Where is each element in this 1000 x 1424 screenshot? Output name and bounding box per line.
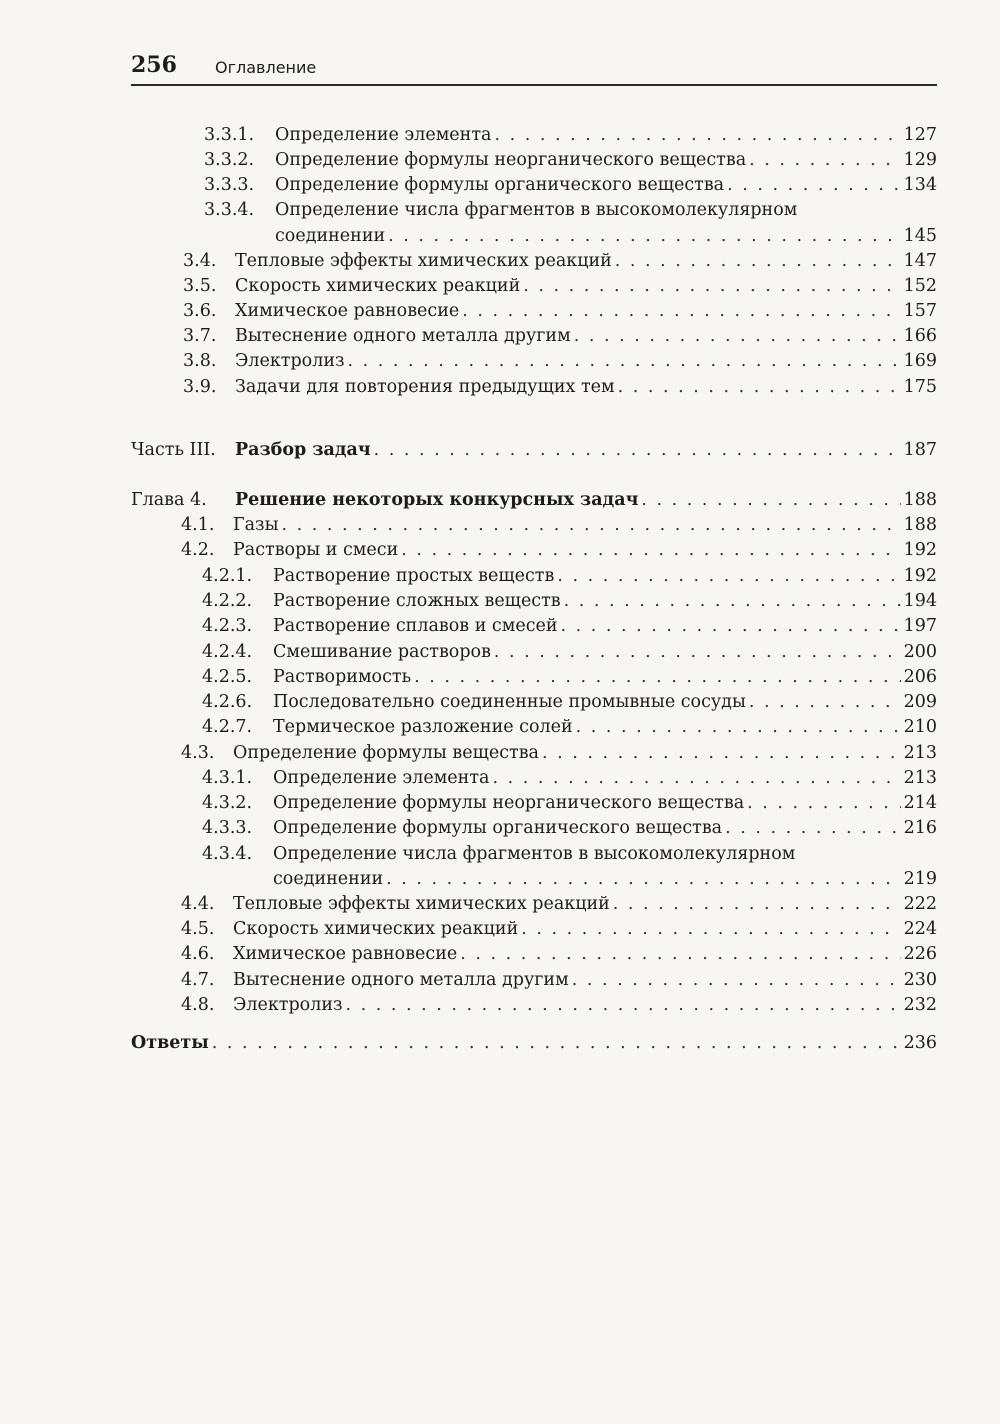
entry-number: 4.2.4. <box>202 642 253 662</box>
entry-title: Определение числа фрагментов в высокомолекулярном <box>275 200 798 220</box>
entry-number: 4.3.1. <box>202 768 253 788</box>
dot-leader <box>542 741 901 766</box>
toc-entry[interactable] <box>183 249 937 274</box>
entry-page: 197 <box>903 616 937 636</box>
dot-leader <box>725 816 900 841</box>
dot-leader <box>348 349 901 374</box>
page-number: 256 <box>131 52 177 78</box>
entry-title: Растворение простых веществ <box>273 566 555 586</box>
entry-page: 206 <box>903 667 937 687</box>
entry-title: Определение формулы неорганического вещества <box>275 150 747 170</box>
toc-entry[interactable] <box>202 640 937 665</box>
entry-title: Определение формулы неорганического вещества <box>273 793 745 813</box>
entry-number: 3.4. <box>183 251 217 271</box>
entry-page: 232 <box>903 995 937 1015</box>
toc-entry[interactable] <box>202 816 937 841</box>
dot-leader <box>388 224 900 249</box>
dot-leader <box>561 614 901 639</box>
entry-number: 4.2.6. <box>202 692 253 712</box>
entry-page: 226 <box>903 944 937 964</box>
dot-leader <box>576 715 901 740</box>
toc-entry[interactable] <box>202 715 937 740</box>
entry-title: Электролиз <box>235 351 345 371</box>
toc-part-entry[interactable] <box>131 438 937 463</box>
entry-page: 192 <box>903 566 937 586</box>
toc-entry[interactable] <box>181 538 937 563</box>
dot-leader <box>613 892 901 917</box>
entry-number: 4.2.2. <box>202 591 253 611</box>
entry-page: 169 <box>903 351 937 371</box>
entry-page: 175 <box>903 377 937 397</box>
dot-leader <box>494 640 901 665</box>
dot-leader <box>386 867 900 892</box>
dot-leader <box>521 917 900 942</box>
entry-page: 188 <box>903 515 937 535</box>
entry-title: Определение числа фрагментов в высокомолекулярном <box>273 844 796 864</box>
entry-number: 3.9. <box>183 377 217 397</box>
entry-title: Растворы и смеси <box>233 540 399 560</box>
entry-page: 152 <box>903 276 937 296</box>
entry-page: 210 <box>903 717 937 737</box>
entry-page: 166 <box>903 326 937 346</box>
dot-leader <box>747 791 900 816</box>
toc-entry-line2[interactable] <box>275 224 937 249</box>
entry-number: 4.4. <box>181 894 215 914</box>
entry-page: 209 <box>903 692 937 712</box>
toc-entry[interactable] <box>204 123 937 148</box>
answers-title: Ответы <box>131 1033 209 1053</box>
entry-number: 3.8. <box>183 351 217 371</box>
toc-answers-entry[interactable] <box>131 1031 937 1056</box>
entry-page: 134 <box>903 175 937 195</box>
toc-entry-line2[interactable] <box>273 867 937 892</box>
entry-page: 222 <box>903 894 937 914</box>
chapter-title: Решение некоторых конкурсных задач <box>235 490 639 510</box>
entry-number: 4.7. <box>181 970 215 990</box>
chapter-number: Глава 4. <box>131 490 207 510</box>
entry-number: 4.3.2. <box>202 793 253 813</box>
entry-page: 187 <box>903 440 937 460</box>
entry-page: 129 <box>903 150 937 170</box>
part-title: Разбор задач <box>235 440 371 460</box>
toc-entry[interactable] <box>181 993 937 1018</box>
part-number: Часть III. <box>131 440 216 460</box>
entry-page: 214 <box>903 793 937 813</box>
entry-title: Задачи для повторения предыдущих тем <box>235 377 615 397</box>
entry-title: Термическое разложение солей <box>273 717 573 737</box>
entry-page: 157 <box>903 301 937 321</box>
toc-entry-line1[interactable] <box>202 842 937 867</box>
entry-title: Тепловые эффекты химических реакций <box>233 894 610 914</box>
entry-page: 145 <box>903 226 937 246</box>
toc-entry[interactable] <box>204 173 937 198</box>
entry-title: Определение формулы вещества <box>233 743 539 763</box>
entry-page: 219 <box>903 869 937 889</box>
entry-number: 4.2. <box>181 540 215 560</box>
dot-leader <box>618 375 901 400</box>
entry-title: Смешивание растворов <box>273 642 491 662</box>
toc-entry[interactable] <box>202 766 937 791</box>
entry-title: Газы <box>233 515 279 535</box>
dot-leader <box>212 1031 901 1056</box>
toc-chapter-entry[interactable] <box>131 488 937 513</box>
entry-title: Растворение сложных веществ <box>273 591 561 611</box>
dot-leader <box>574 324 901 349</box>
entry-number: 3.3.2. <box>204 150 255 170</box>
entry-title: Электролиз <box>233 995 343 1015</box>
toc-entry[interactable] <box>183 349 937 374</box>
dot-leader <box>374 438 901 463</box>
entry-number: 4.8. <box>181 995 215 1015</box>
dot-leader <box>462 299 900 324</box>
entry-number: 3.3.4. <box>204 200 255 220</box>
toc-entry[interactable] <box>181 968 937 993</box>
entry-title: Определение элемента <box>273 768 490 788</box>
toc-entry[interactable] <box>181 942 937 967</box>
dot-leader <box>282 513 901 538</box>
entry-title: Вытеснение одного металла другим <box>233 970 569 990</box>
entry-page: 216 <box>903 818 937 838</box>
running-title: Оглавление <box>215 58 317 77</box>
entry-title: Определение формулы органического вещества <box>275 175 725 195</box>
toc-entry[interactable] <box>181 892 937 917</box>
dot-leader <box>572 968 901 993</box>
toc-entry[interactable] <box>202 665 937 690</box>
entry-number: 4.3. <box>181 743 215 763</box>
dot-leader <box>749 690 901 715</box>
entry-number: 4.2.7. <box>202 717 253 737</box>
toc-entry[interactable] <box>181 513 937 538</box>
entry-page: 147 <box>903 251 937 271</box>
dot-leader <box>564 589 901 614</box>
entry-title: Определение формулы органического вещества <box>273 818 723 838</box>
dot-leader <box>557 564 900 589</box>
entry-number: 4.2.1. <box>202 566 253 586</box>
toc-entry-line1[interactable] <box>204 198 937 223</box>
entry-title: Химическое равновесие <box>233 944 458 964</box>
entry-page: 224 <box>903 919 937 939</box>
dot-leader <box>401 538 900 563</box>
entry-number: 3.3.1. <box>204 125 255 145</box>
toc-entry[interactable] <box>204 148 937 173</box>
entry-title: Последовательно соединенные промывные сосуды <box>273 692 746 712</box>
entry-number: 4.6. <box>181 944 215 964</box>
toc-entry[interactable] <box>202 564 937 589</box>
entry-number: 4.3.3. <box>202 818 253 838</box>
entry-title: Химическое равновесие <box>235 301 460 321</box>
entry-title: Вытеснение одного металла другим <box>235 326 571 346</box>
toc-entry[interactable] <box>183 274 937 299</box>
page-header <box>131 52 937 86</box>
dot-leader <box>494 123 900 148</box>
toc-entry[interactable] <box>202 589 937 614</box>
entry-title: Растворение сплавов и смесей <box>273 616 558 636</box>
toc-entry[interactable] <box>181 917 937 942</box>
entry-title-continuation: соединении <box>273 869 384 889</box>
dot-leader <box>414 665 900 690</box>
dot-leader <box>492 766 900 791</box>
entry-number: 3.7. <box>183 326 217 346</box>
entry-number: 4.2.3. <box>202 616 253 636</box>
entry-number: 3.3.3. <box>204 175 255 195</box>
entry-page: 230 <box>903 970 937 990</box>
entry-number: 3.5. <box>183 276 217 296</box>
entry-title: Определение элемента <box>275 125 492 145</box>
entry-number: 4.1. <box>181 515 215 535</box>
toc-entry[interactable] <box>202 614 937 639</box>
dot-leader <box>727 173 900 198</box>
dot-leader <box>615 249 901 274</box>
dot-leader <box>749 148 900 173</box>
toc-entry[interactable] <box>202 791 937 816</box>
entry-title: Растворимость <box>273 667 412 687</box>
toc-entry[interactable] <box>183 324 937 349</box>
dot-leader <box>641 488 900 513</box>
entry-number: 3.6. <box>183 301 217 321</box>
entry-title: Тепловые эффекты химических реакций <box>235 251 612 271</box>
entry-page: 213 <box>903 768 937 788</box>
toc-entry[interactable] <box>202 690 937 715</box>
toc-entry[interactable] <box>181 741 937 766</box>
entry-page: 194 <box>903 591 937 611</box>
dot-leader <box>460 942 900 967</box>
dot-leader <box>523 274 900 299</box>
entry-page: 188 <box>903 490 937 510</box>
dot-leader <box>346 993 901 1018</box>
entry-title: Скорость химических реакций <box>235 276 521 296</box>
entry-page: 236 <box>903 1033 937 1053</box>
entry-number: 4.5. <box>181 919 215 939</box>
toc-entry[interactable] <box>183 299 937 324</box>
entry-page: 127 <box>903 125 937 145</box>
entry-title-continuation: соединении <box>275 226 386 246</box>
entry-page: 213 <box>903 743 937 763</box>
entry-title: Скорость химических реакций <box>233 919 519 939</box>
entry-page: 192 <box>903 540 937 560</box>
entry-page: 200 <box>903 642 937 662</box>
entry-number: 4.2.5. <box>202 667 253 687</box>
entry-number: 4.3.4. <box>202 844 253 864</box>
toc-entry[interactable] <box>183 375 937 400</box>
